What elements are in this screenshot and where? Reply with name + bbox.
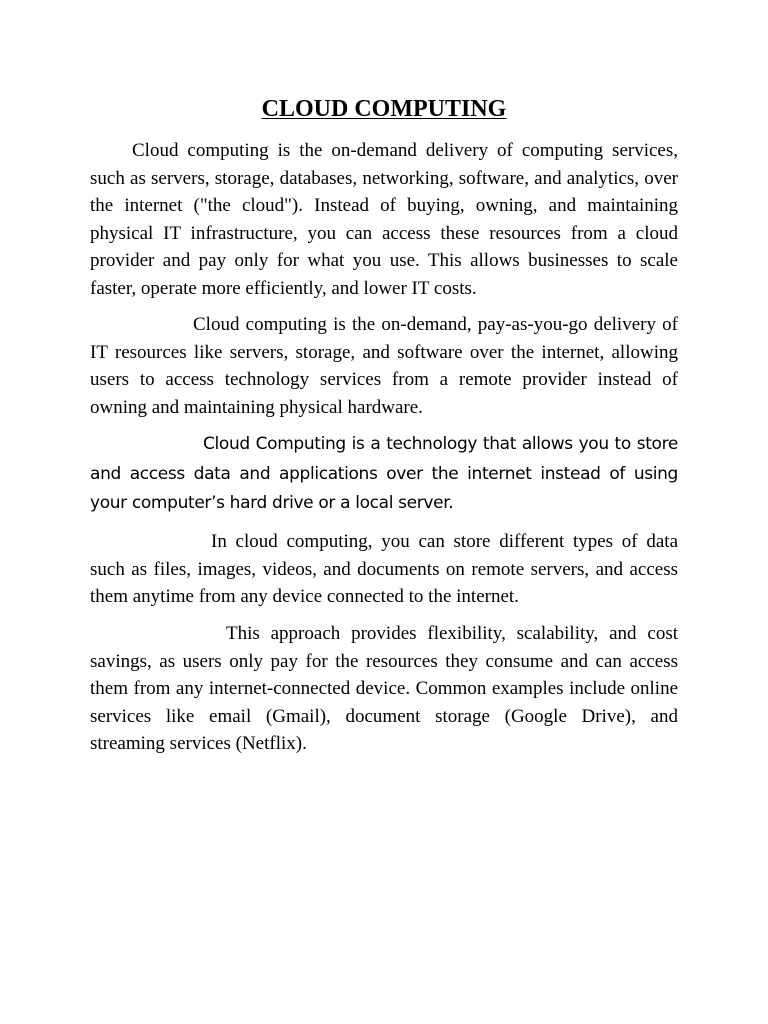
paragraph-technology: Cloud Computing is a technology that allows you to store and access data and applications over the internet instead of using your computer’s hard drive or a local server. (90, 434, 678, 513)
paragraph-pay-as-you-go: Cloud computing is the on-demand, pay-as-you-go delivery of IT resources like servers, storage, and software over the internet, allowing users to access technology services from a remote provider instead of owning and maintaining physical hardware. (90, 314, 678, 418)
paragraph-data-types: In cloud computing, you can store different types of data such as files, images, videos, and documents on remote servers, and access them anytime from any device connected to the internet. (90, 531, 678, 607)
paragraph-definition: Cloud computing is the on-demand delivery of computing services, such as servers, storage, databases, networking, software, and analytics, over the internet ("the cloud"). Instead of buying, owning, and maintaining physical IT infrastructure, you can access these resources from a cloud provider and pay only for what you use. This allows businesses to scale faster, operate more efficiently, and lower IT costs. (90, 140, 678, 299)
paragraph-benefits: This approach provides flexibility, scalability, and cost savings, as users only pay for the resources they consume and can access them from any internet-connected device. Common examples include online services like email (Gmail), document storage (Google Drive), and streaming services (Netflix). (90, 623, 678, 754)
page-title: CLOUD COMPUTING (261, 96, 507, 122)
